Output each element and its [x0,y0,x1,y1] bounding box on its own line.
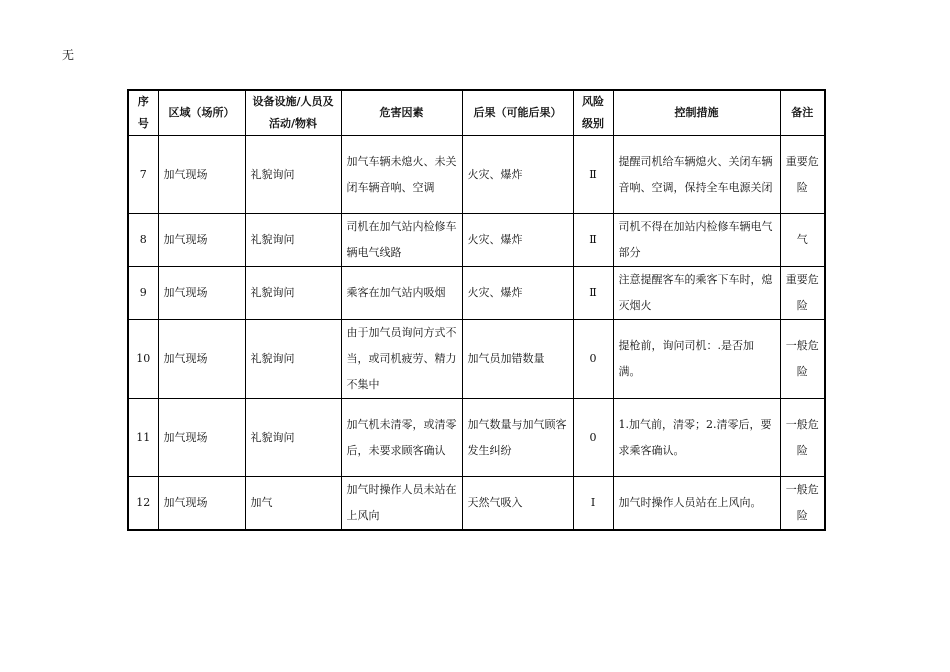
cell-no: 8 [128,214,158,267]
page-note: 无 [62,48,75,62]
cell-measure: 提醒司机给车辆熄火、关闭车辆音响、空调，保持全车电源关闭 [613,136,780,214]
cell-note: 重要危险 [780,136,825,214]
risk-assessment-table [127,89,826,531]
cell-level: Ⅱ [573,267,613,320]
cell-area: 加气现场 [158,477,245,531]
cell-activity: 加气 [245,477,341,531]
header-measure: 控制措施 [613,90,780,136]
cell-note: 一般危险 [780,477,825,531]
cell-area: 加气现场 [158,267,245,320]
cell-activity: 礼貌询问 [245,399,341,477]
cell-consequence: 火灾、爆炸 [462,136,573,214]
cell-hazard: 加气机未清零，或清零后，未要求顾客确认 [341,399,462,477]
cell-activity: 礼貌询问 [245,136,341,214]
cell-no: 10 [128,320,158,399]
cell-note: 气 [780,214,825,267]
cell-level: Ⅱ [573,136,613,214]
table-row [128,267,825,320]
header-activity: 设备设施/人员及活动/物料 [245,90,341,136]
cell-level: 0 [573,399,613,477]
cell-measure: 司机不得在加站内检修车辆电气部分 [613,214,780,267]
cell-level: Ⅱ [573,214,613,267]
header-hazard: 危害因素 [341,90,462,136]
cell-activity: 礼貌询问 [245,267,341,320]
table-row [128,136,825,214]
cell-activity: 礼貌询问 [245,214,341,267]
cell-no: 9 [128,267,158,320]
header-no: 序号 [128,90,158,136]
cell-note: 重要危险 [780,267,825,320]
cell-no: 12 [128,477,158,531]
cell-activity: 礼貌询问 [245,320,341,399]
cell-consequence: 加气员加错数量 [462,320,573,399]
header-level: 风险级别 [573,90,613,136]
cell-area: 加气现场 [158,320,245,399]
cell-consequence: 火灾、爆炸 [462,267,573,320]
cell-note: 一般危险 [780,399,825,477]
cell-level: I [573,477,613,531]
table-row [128,214,825,267]
cell-no: 7 [128,136,158,214]
cell-note: 一般危险 [780,320,825,399]
table-row [128,399,825,477]
cell-measure: 注意提醒客车的乘客下车时，熄灭烟火 [613,267,780,320]
header-note: 备注 [780,90,825,136]
cell-hazard: 司机在加气站内检修车辆电气线路 [341,214,462,267]
header-area: 区域（场所） [158,90,245,136]
cell-measure: 提枪前，询问司机：.是否加满。 [613,320,780,399]
table-header-row [128,90,825,136]
cell-measure: 加气时操作人员站在上风向。 [613,477,780,531]
header-consequence: 后果（可能后果） [462,90,573,136]
cell-measure: 1.加气前，清零；2.清零后，要求乘客确认。 [613,399,780,477]
cell-area: 加气现场 [158,214,245,267]
cell-consequence: 火灾、爆炸 [462,214,573,267]
cell-consequence: 加气数量与加气顾客发生纠纷 [462,399,573,477]
cell-hazard: 加气车辆未熄火、未关闭车辆音响、空调 [341,136,462,214]
cell-level: 0 [573,320,613,399]
cell-area: 加气现场 [158,399,245,477]
cell-hazard: 由于加气员询问方式不当，或司机疲劳、精力不集中 [341,320,462,399]
cell-consequence: 天然气吸入 [462,477,573,531]
table-row [128,320,825,399]
cell-no: 11 [128,399,158,477]
cell-area: 加气现场 [158,136,245,214]
cell-hazard: 加气时操作人员未站在上风向 [341,477,462,531]
cell-hazard: 乘客在加气站内吸烟 [341,267,462,320]
table-row [128,477,825,531]
